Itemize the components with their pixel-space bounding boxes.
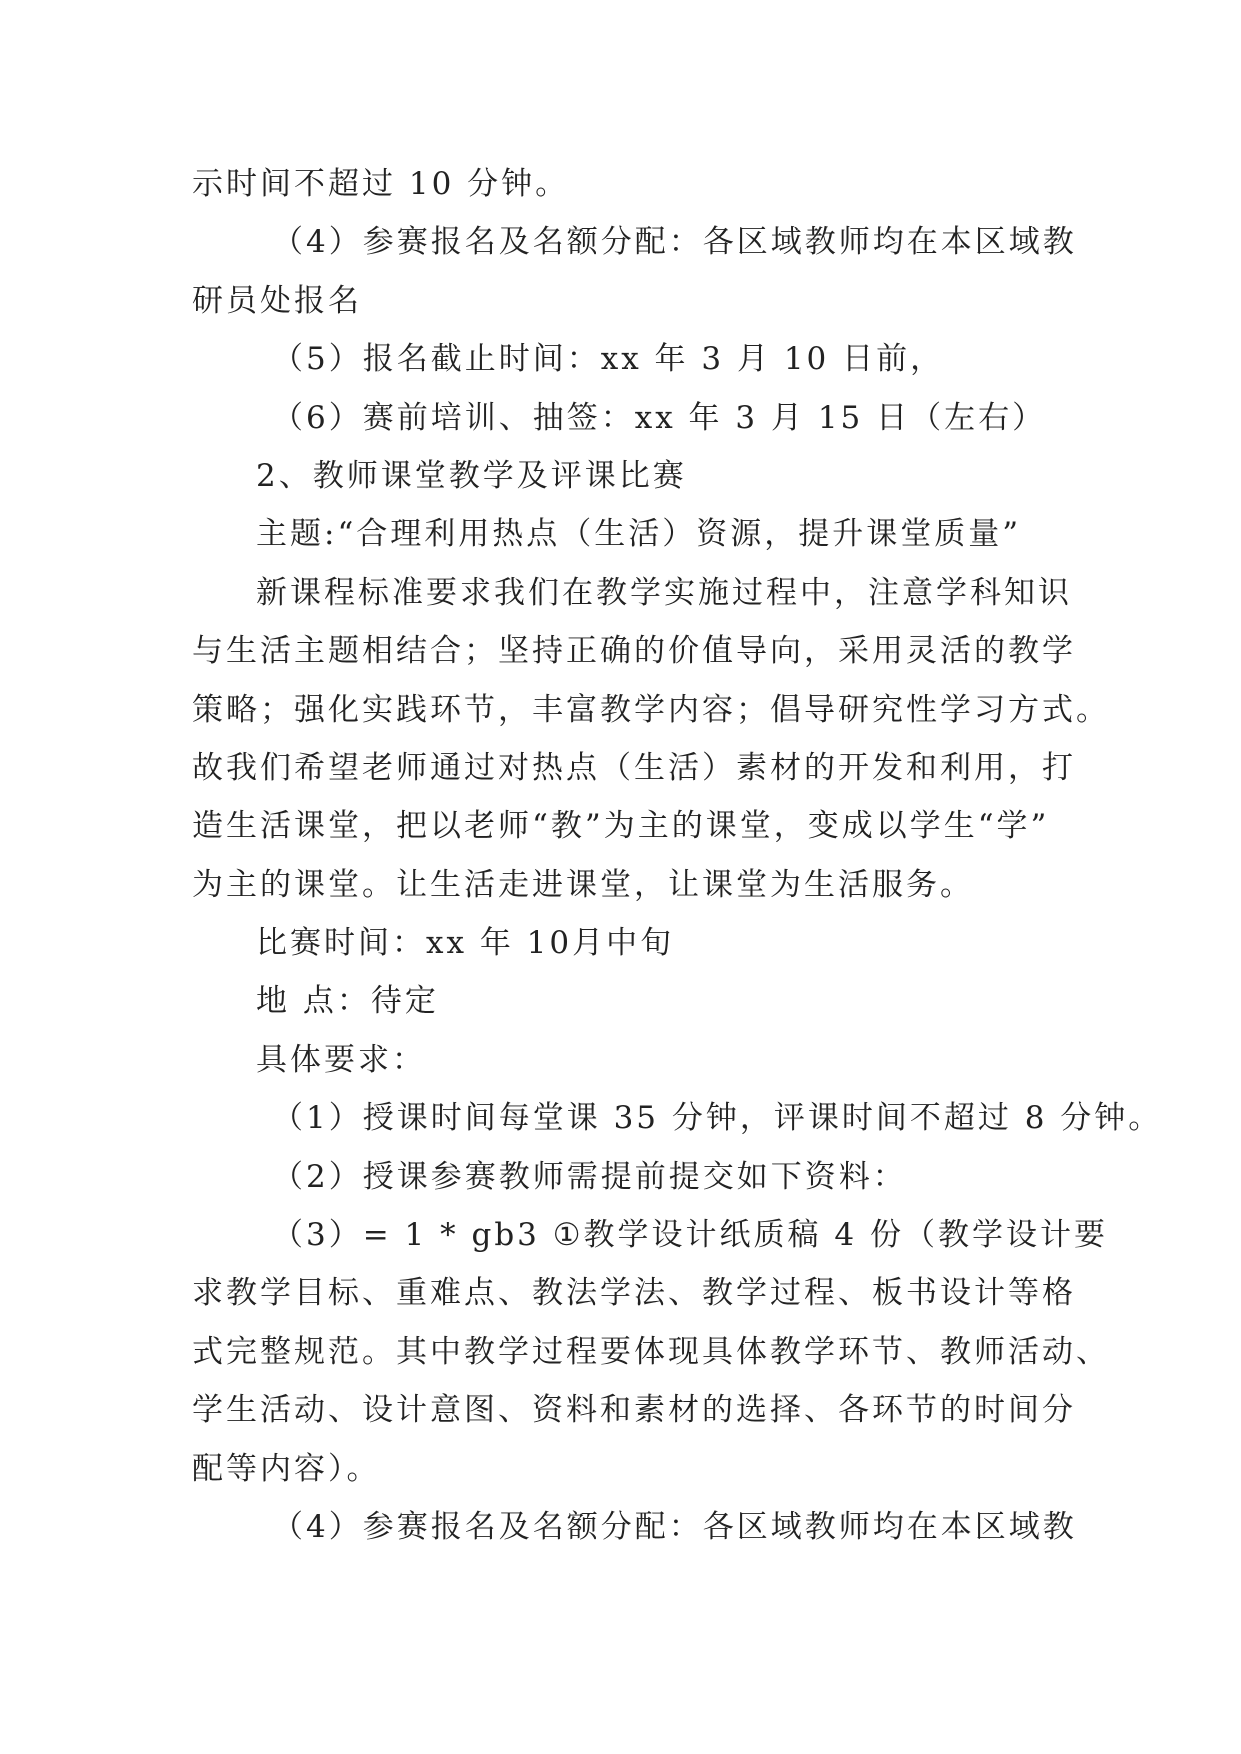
text-line: 具体要求： xyxy=(256,1041,426,1078)
text-line: 为主的课堂。让生活走进课堂，让课堂为生活服务。 xyxy=(192,866,974,903)
document-body xyxy=(192,155,1163,1556)
text-line: 比赛时间：xx 年 10月中旬 xyxy=(256,925,675,962)
text-line: 与生活主题相结合；坚持正确的价值导向，采用灵活的教学 xyxy=(192,633,1076,670)
text-line: 造生活课堂，把以老师“教”为主的课堂，变成以学生“学” xyxy=(192,808,1050,845)
text-line: 学生活动、设计意图、资料和素材的选择、各环节的时间分 xyxy=(192,1392,1076,1429)
text-line: 式完整规范。其中教学过程要体现具体教学环节、教师活动、 xyxy=(192,1333,1110,1370)
text-line: 策略；强化实践环节，丰富教学内容；倡导研究性学习方式。 xyxy=(192,691,1110,728)
text-line: 配等内容）。 xyxy=(192,1450,381,1487)
text-line: 主题:“合理利用热点（生活）资源，提升课堂质量” xyxy=(256,516,1022,553)
text-line: 研员处报名 xyxy=(192,282,362,319)
text-line: （5）报名截止时间：xx 年 3 月 10 日前， xyxy=(272,341,945,378)
text-line: （6）赛前培训、抽签：xx 年 3 月 15 日（左右） xyxy=(272,399,1047,436)
text-line: 求教学目标、重难点、教法学法、教学过程、板书设计等格 xyxy=(192,1275,1076,1312)
text-line: （2）授课参赛教师需提前提交如下资料： xyxy=(272,1158,907,1195)
text-line: 地 点：待定 xyxy=(256,983,439,1020)
text-line: （4）参赛报名及名额分配：各区域教师均在本区域教 xyxy=(272,1508,1077,1545)
text-line: （3）= 1 * gb3 ①教学设计纸质稿 4 份（教学设计要 xyxy=(272,1217,1108,1254)
text-line: （4）参赛报名及名额分配：各区域教师均在本区域教 xyxy=(272,224,1077,261)
text-line: （1）授课时间每堂课 35 分钟，评课时间不超过 8 分钟。 xyxy=(272,1100,1163,1137)
section-heading: 2、教师课堂教学及评课比赛 xyxy=(256,457,687,494)
text-line: 新课程标准要求我们在教学实施过程中，注意学科知识 xyxy=(256,574,1072,611)
text-line: 示时间不超过 10 分钟。 xyxy=(192,166,570,202)
text-line: 故我们希望老师通过对热点（生活）素材的开发和利用，打 xyxy=(192,749,1076,786)
